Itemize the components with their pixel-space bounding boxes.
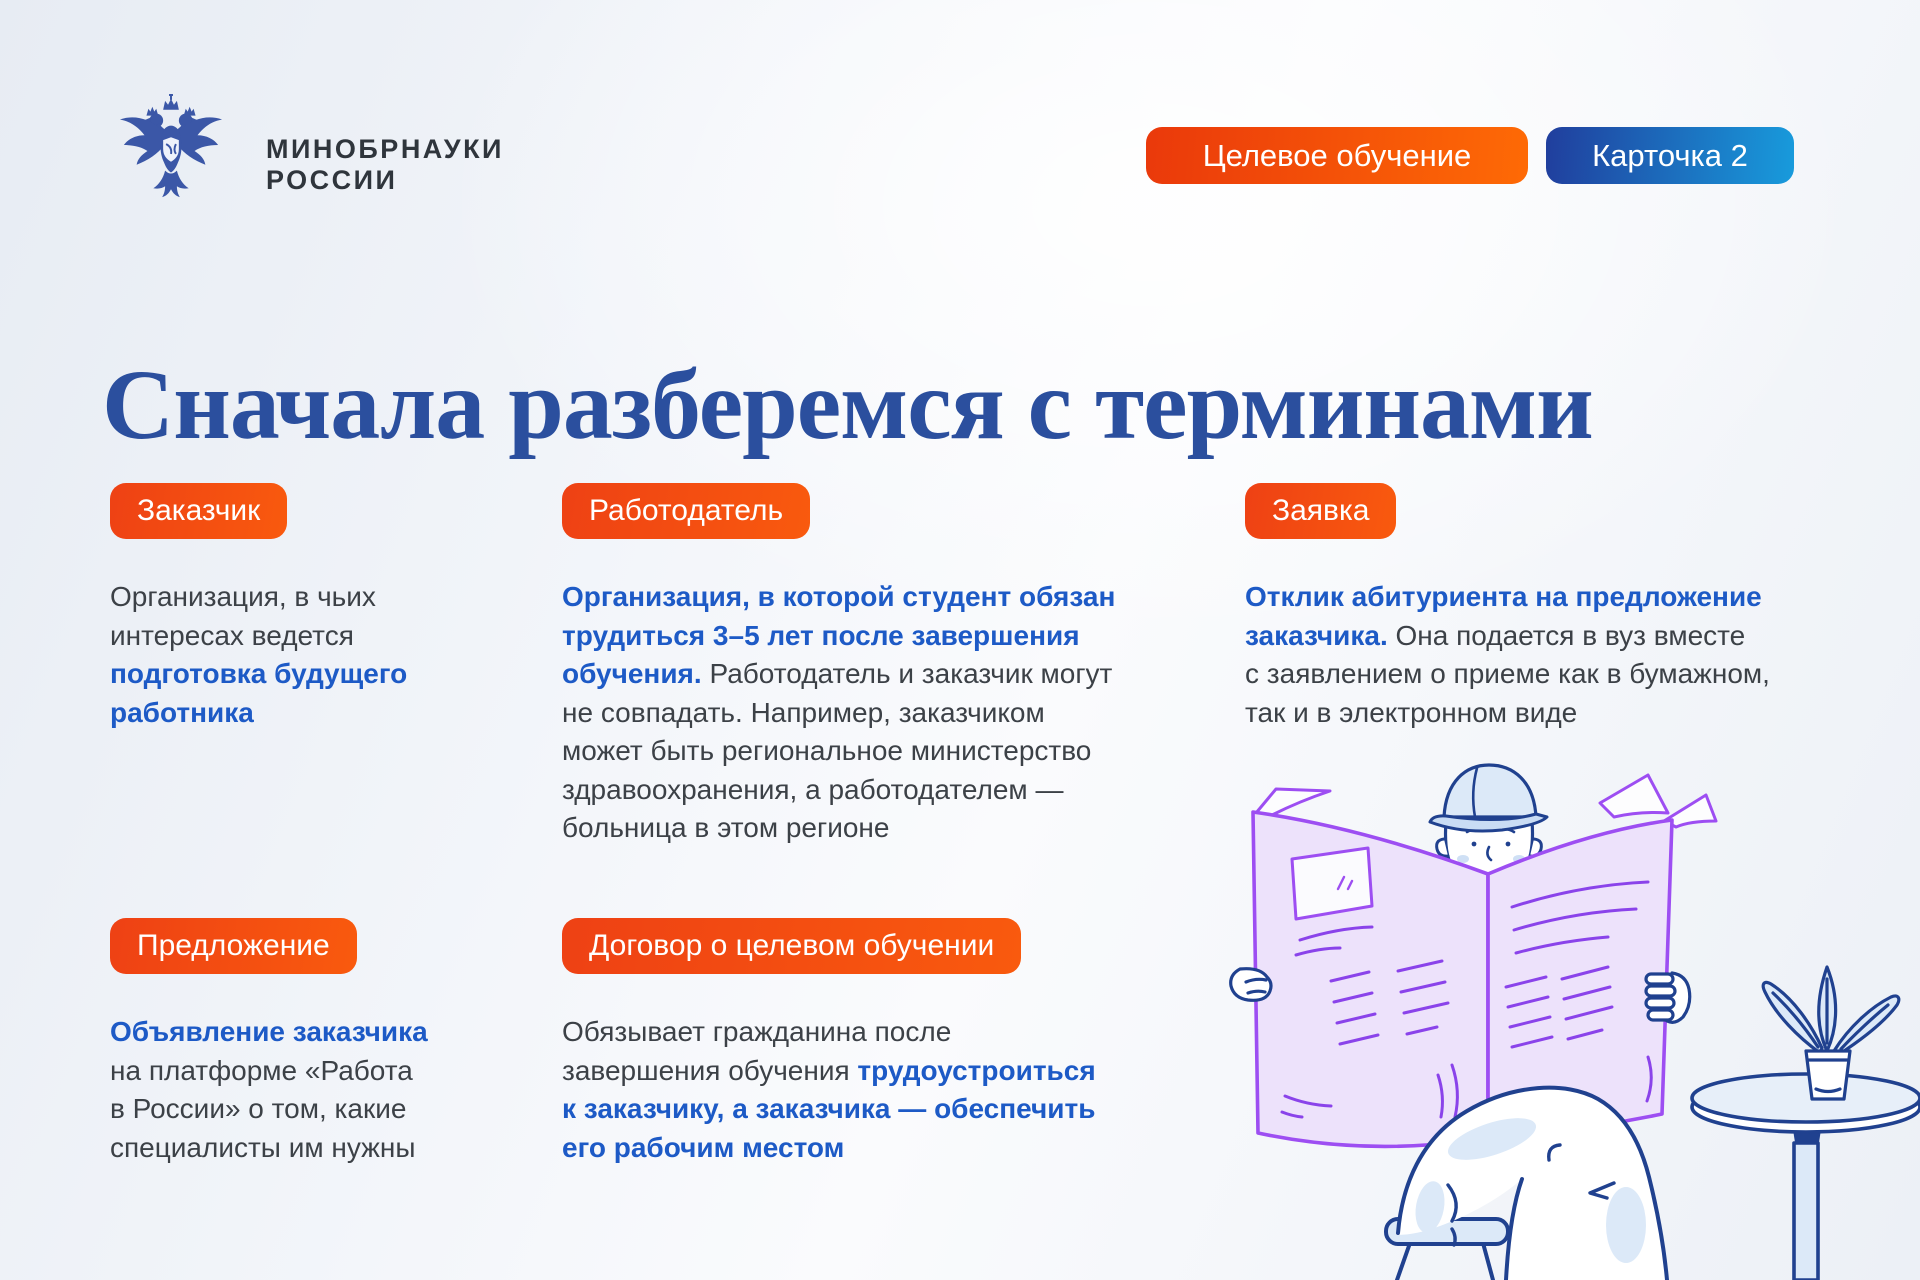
text-line: подготовка будущего [110, 658, 408, 689]
text-line: работника [110, 696, 254, 728]
text-line: здравоохранения, а работодателем — [562, 773, 1064, 805]
text-line: завершения обучения трудоустроиться [562, 1054, 1096, 1086]
ministry-name-line2: РОССИИ [266, 165, 398, 195]
term-block-application [1245, 483, 1770, 728]
term-block-contract [562, 918, 1096, 1163]
text-line: так и в электронном виде [1245, 696, 1578, 728]
text-line: Объявление заказчика [110, 1016, 428, 1047]
term-description-customer [110, 578, 407, 732]
term-description-application [1245, 578, 1770, 732]
term-block-customer [110, 483, 408, 728]
text-line: больница в этом регионе [562, 812, 890, 843]
term-badge-offer: Предложение [110, 918, 357, 974]
term-badge-application: Заявка [1245, 483, 1396, 539]
text-line: интересах ведется [110, 619, 354, 651]
term-block-employer [562, 483, 1116, 843]
page-title: Сначала разберемся с терминами [102, 349, 1593, 460]
text-line: Организация, в чьих [110, 581, 376, 612]
term-badge-contract: Договор о целевом обучении [562, 918, 1021, 974]
ministry-eagle-logo-icon [112, 94, 230, 202]
table [1692, 1074, 1920, 1280]
term-description-offer [110, 1013, 428, 1167]
text-line: заказчика. Она подается в вуз вместе [1245, 619, 1746, 651]
cap-icon [1444, 765, 1536, 817]
term-badge-customer: Заказчик [110, 483, 287, 539]
term-block-offer [110, 918, 428, 1163]
text-line: на платформе «Работа [110, 1054, 413, 1086]
ministry-name-line1: МИНОБРНАУКИ [266, 134, 504, 164]
text-line: к заказчику, а заказчика — обеспечить [562, 1093, 1096, 1124]
text-line: обучения. Работодатель и заказчик могут [562, 658, 1113, 689]
text-line: с заявлением о приеме как в бумажном, [1245, 658, 1770, 689]
card-number-badge: Карточка 2 [1546, 127, 1794, 184]
ministry-name [266, 134, 504, 196]
text-line: специалисты им нужны [110, 1131, 416, 1163]
text-line: не совпадать. Например, заказчиком [562, 696, 1045, 728]
text-line: в России» о том, какие [110, 1093, 407, 1124]
topic-badge: Целевое обучение [1146, 127, 1528, 184]
text-line: Обязывает гражданина после [562, 1016, 952, 1047]
text-line: Отклик абитуриента на предложение [1245, 581, 1762, 612]
text-line: может быть региональное министерство [562, 735, 1092, 766]
term-badge-employer: Работодатель [562, 483, 810, 539]
text-line: его рабочим местом [562, 1131, 845, 1163]
text-line: трудиться 3–5 лет после завершения [562, 619, 1080, 651]
text-line: Организация, в которой студент обязан [562, 581, 1116, 612]
person-reading-newspaper-illustration [1000, 755, 1920, 1280]
